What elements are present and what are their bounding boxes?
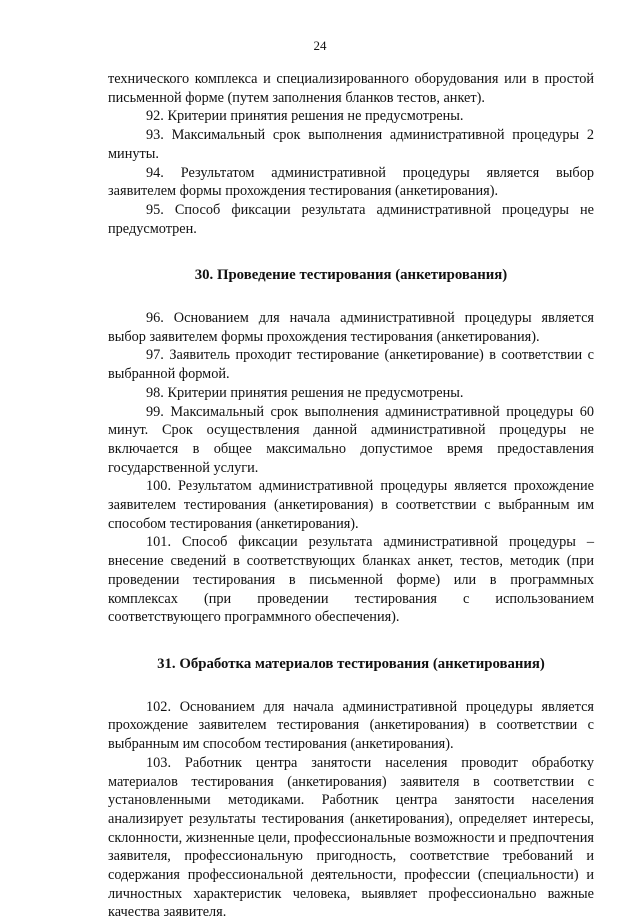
paragraph-98: 98. Критерии принятия решения не предусмотрены. xyxy=(146,384,464,401)
paragraph-102: 102. Основанием для начала административной процедуры является прохождение заявителем тестирования (анкетирования) в соответствии с выбранным им способом тестирования (анкетирования). xyxy=(108,698,594,753)
section-heading-30: 30. Проведение тестирования (анкетирования) xyxy=(194,267,508,284)
paragraph-95: 95. Способ фиксации результата административной процедуры не предусмотрен. xyxy=(108,201,594,237)
document-body xyxy=(108,70,594,922)
paragraph-92: 92. Критерии принятия решения не предусмотрены. xyxy=(146,108,464,125)
paragraph-101: 101. Способ фиксации результата административной процедуры – внесение сведений в соответствующих бланках анкет, тестов, методик (при проведении тестирования в письменной форме) или в программных комплексах (при проведении тестирования с использованием соответствующего программного обеспечения). xyxy=(108,534,594,626)
paragraph-97: 97. Заявитель проходит тестирование (анкетирование) в соответствии с выбранной формой. xyxy=(108,347,594,383)
paragraph-99: 99. Максимальный срок выполнения административной процедуры 60 минут. Срок осуществления данной административной процедуры не включается в общее максимально допустимое время предоставления государственной услуги. xyxy=(108,403,594,476)
paragraph-96: 96. Основанием для начала административной процедуры является выбор заявителем формы прохождения тестирования (анкетирования). xyxy=(108,310,594,345)
section-heading-31: 31. Обработка материалов тестирования (анкетирования) xyxy=(157,655,545,672)
paragraph-100: 100. Результатом административной процедуры является прохождение заявителем тестирования (анкетирования) в соответствии с выбранным им способом тестирования (анкетирования). xyxy=(108,478,594,532)
page-number: 24 xyxy=(313,38,327,53)
paragraph-94: 94. Результатом административной процедуры является выбор заявителем формы прохождения тестирования (анкетирования). xyxy=(108,164,594,200)
paragraph-continuation: технического комплекса и специализированного оборудования или в простой письменной форме (путем заполнения бланков тестов, анкет). xyxy=(108,71,594,106)
paragraph-93: 93. Максимальный срок выполнения административной процедуры 2 минуты. xyxy=(108,127,594,162)
paragraph-103: 103. Работник центра занятости населения проводит обработку материалов тестирования (анкетирования) заявителя в соответствии с установленными методиками. Работник центра занятости населения анализирует результаты тестирования (анкетирования), определяет интересы, склонности, жизненные цели, профессиональные возможности и предпочтения заявителя, профессиональную пригодность, соответствие требований и содержания профессиональной деятельности, профессии (специальности) и личностных характеристик человека, выявляет профессионально важные качества заявителя. xyxy=(108,754,594,921)
